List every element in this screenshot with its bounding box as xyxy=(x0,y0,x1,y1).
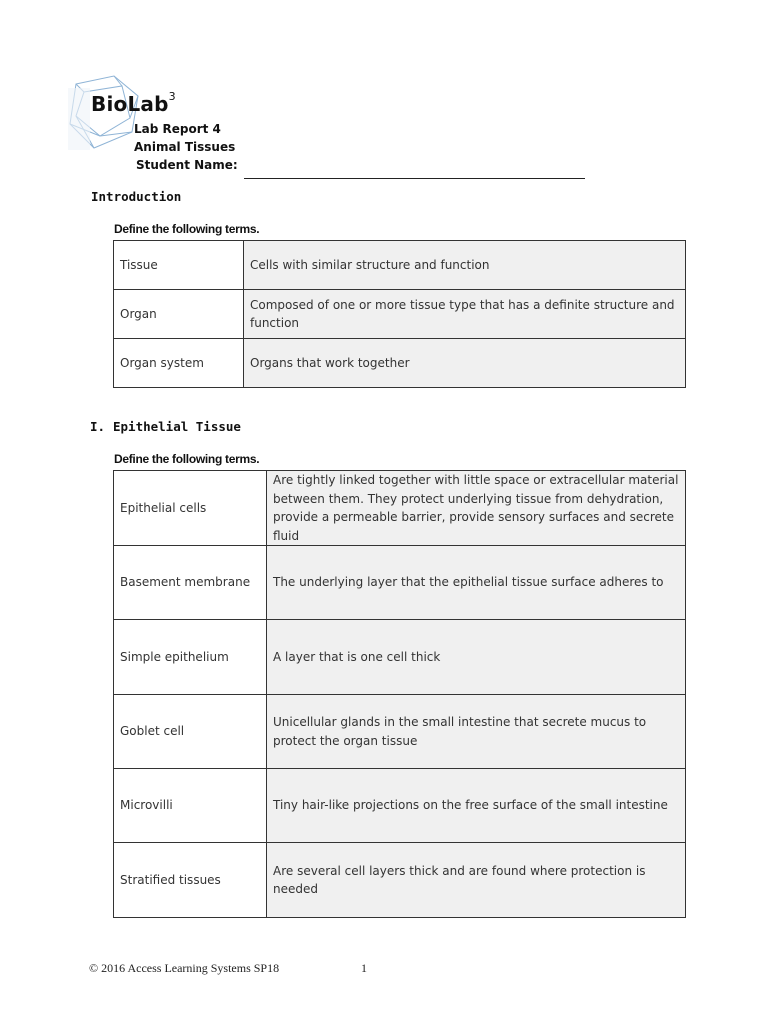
term-cell: Simple epithelium xyxy=(114,620,267,695)
term-cell: Microvilli xyxy=(114,769,267,843)
definition-cell: Unicellular glands in the small intestine that secrete mucus to protect the organ tissue xyxy=(267,695,686,769)
definition-cell: Cells with similar structure and function xyxy=(244,241,686,290)
intro-table xyxy=(113,240,686,388)
definition-cell: Are tightly linked together with little space or extracellular material between them. They protect underlying tissue from dehydration, provide a permeable barrier, provide sensory surfaces and secrete fluid xyxy=(267,471,686,546)
table-row xyxy=(114,695,686,769)
term-cell: Tissue xyxy=(114,241,244,290)
brand-title: BioLab$^3$ xyxy=(91,90,176,116)
student-name-label: Student Name: xyxy=(136,158,238,172)
section-heading: Epithelial Tissue xyxy=(113,419,241,434)
epithelial-table xyxy=(113,470,686,918)
table-row xyxy=(114,843,686,918)
page-number: 1 xyxy=(361,961,367,975)
term-cell: Basement membrane xyxy=(114,546,267,620)
table-row xyxy=(114,241,686,290)
table-row xyxy=(114,546,686,620)
term-cell: Epithelial cells xyxy=(114,471,267,546)
definition-cell: Are several cell layers thick and are found where protection is needed xyxy=(267,843,686,918)
definition-cell: Organs that work together xyxy=(244,339,686,388)
table-row xyxy=(114,769,686,843)
term-cell: Organ xyxy=(114,290,244,339)
table-row xyxy=(114,339,686,388)
report-topic: Animal Tissues xyxy=(134,140,236,154)
footer-copyright: © 2016 Access Learning Systems SP18 xyxy=(89,961,280,975)
definition-cell: Tiny hair-like projections on the free surface of the small intestine xyxy=(267,769,686,843)
term-cell: Organ system xyxy=(114,339,244,388)
intro-instruction: Define the following terms. xyxy=(114,222,260,236)
report-number: Lab Report 4 xyxy=(134,122,221,136)
table-row xyxy=(114,620,686,695)
table-row xyxy=(114,290,686,339)
section-instruction: Define the following terms. xyxy=(114,452,260,466)
table-row xyxy=(114,471,686,546)
definition-cell: Composed of one or more tissue type that has a definite structure and function xyxy=(244,290,686,339)
term-cell: Stratified tissues xyxy=(114,843,267,918)
student-name-line xyxy=(244,178,585,179)
definition-cell: The underlying layer that the epithelial tissue surface adheres to xyxy=(267,546,686,620)
intro-heading: Introduction xyxy=(91,189,182,204)
section-numeral: I. xyxy=(90,419,106,434)
term-cell: Goblet cell xyxy=(114,695,267,769)
definition-cell: A layer that is one cell thick xyxy=(267,620,686,695)
